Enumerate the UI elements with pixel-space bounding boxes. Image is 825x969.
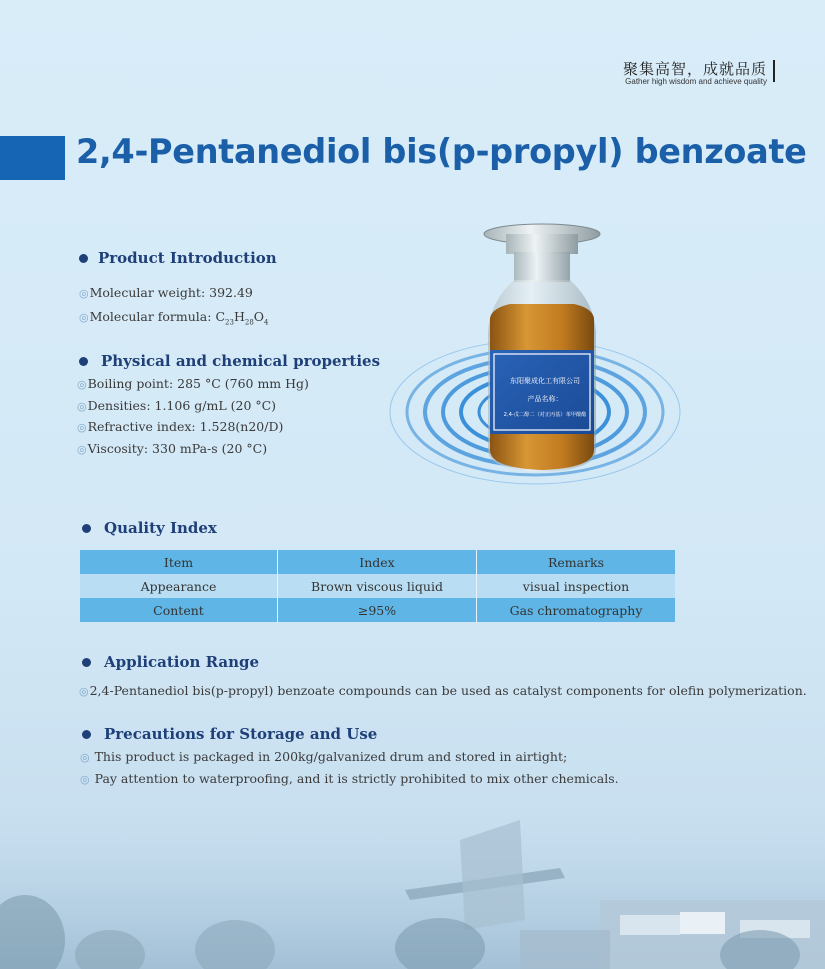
header-cell: Remarks	[477, 550, 676, 574]
title-accent-block	[0, 136, 65, 180]
section-quality-index	[82, 519, 217, 537]
table-cell: Appearance	[80, 574, 278, 598]
table-cell: Content	[80, 598, 278, 622]
header-cell: Index	[278, 550, 477, 574]
list-item	[77, 376, 309, 391]
bottle-label-text	[495, 372, 595, 418]
bottle-company-name: 东阳聚成化工有限公司	[510, 377, 580, 385]
bullet-icon	[82, 524, 91, 533]
building-scenery-background	[0, 780, 825, 969]
circle-marker-icon: ◎	[77, 378, 87, 391]
boiling-point: Boiling point: 285 °C (760 mm Hg)	[87, 376, 309, 391]
circle-marker-icon: ◎	[80, 773, 90, 786]
slogan-chinese: 聚集高智，成就品质	[622, 60, 767, 78]
section-heading: Application Range	[104, 653, 260, 671]
table-row	[80, 574, 675, 598]
section-heading: Quality Index	[104, 519, 217, 537]
table-cell: Brown viscous liquid	[278, 574, 477, 598]
product-bottle-image	[385, 222, 695, 522]
circle-marker-icon: ◎	[79, 287, 89, 300]
list-item: ◎ Pay attention to waterproofing, and it is strictly prohibited to mix other chemicals.	[80, 771, 619, 786]
bottle-product-label: 产品名称：	[527, 395, 563, 403]
density: Densities: 1.106 g/mL (20 °C)	[87, 398, 277, 413]
circle-marker-icon: ◎	[77, 400, 87, 413]
section-physical-chemical	[79, 352, 380, 370]
list-item	[79, 309, 269, 327]
list-item	[79, 285, 253, 300]
company-slogan	[623, 58, 767, 86]
viscosity: Viscosity: 330 mPa-s (20 °C)	[87, 441, 268, 456]
list-item	[77, 419, 283, 434]
slogan-divider	[773, 60, 775, 82]
circle-marker-icon: ◎	[77, 421, 87, 434]
list-item	[77, 441, 267, 456]
header-cell: Item	[80, 550, 278, 574]
page-title: 2,4-Pentanediol bis(p-propyl) benzoate	[76, 132, 807, 171]
table-cell: Gas chromatography	[477, 598, 676, 622]
bullet-icon	[82, 730, 91, 739]
list-item	[77, 398, 276, 413]
application-text: ◎2,4-Pentanediol bis(p-propyl) benzoate compounds can be used as catalyst components for olefin polymerization.	[79, 683, 807, 698]
section-heading: Physical and chemical properties	[101, 352, 381, 370]
section-precautions	[82, 725, 377, 743]
list-item: ◎ This product is packaged in 200kg/galvanized drum and stored in airtight;	[80, 749, 568, 764]
circle-marker-icon: ◎	[79, 311, 89, 324]
bottle-product-name: 2,4-戊二醇二（对正丙基）苯甲酸酯	[503, 412, 587, 418]
section-product-introduction	[79, 249, 277, 267]
table-header-row	[80, 550, 675, 574]
section-application-range	[82, 653, 259, 671]
table-row	[80, 598, 675, 622]
bullet-icon	[82, 658, 91, 667]
molecular-weight: Molecular weight: 392.49	[89, 285, 253, 300]
circle-marker-icon: ◎	[79, 685, 89, 698]
circle-marker-icon: ◎	[80, 751, 90, 764]
molecular-formula: $C_{23}H_{28}O_4$	[215, 309, 269, 327]
bullet-icon	[79, 357, 88, 366]
amber-bottle	[480, 222, 605, 477]
circle-marker-icon: ◎	[77, 443, 87, 456]
bullet-icon	[79, 254, 88, 263]
table-cell: visual inspection	[477, 574, 676, 598]
section-heading: Precautions for Storage and Use	[104, 725, 378, 743]
section-heading: Product Introduction	[98, 249, 277, 267]
molecular-formula-label: Molecular formula:	[89, 309, 216, 324]
slogan-english: Gather high wisdom and achieve quality	[625, 77, 767, 86]
quality-index-table	[80, 550, 675, 622]
table-cell: ≥95%	[278, 598, 477, 622]
refractive-index: Refractive index: 1.528(n20/D)	[87, 419, 284, 434]
